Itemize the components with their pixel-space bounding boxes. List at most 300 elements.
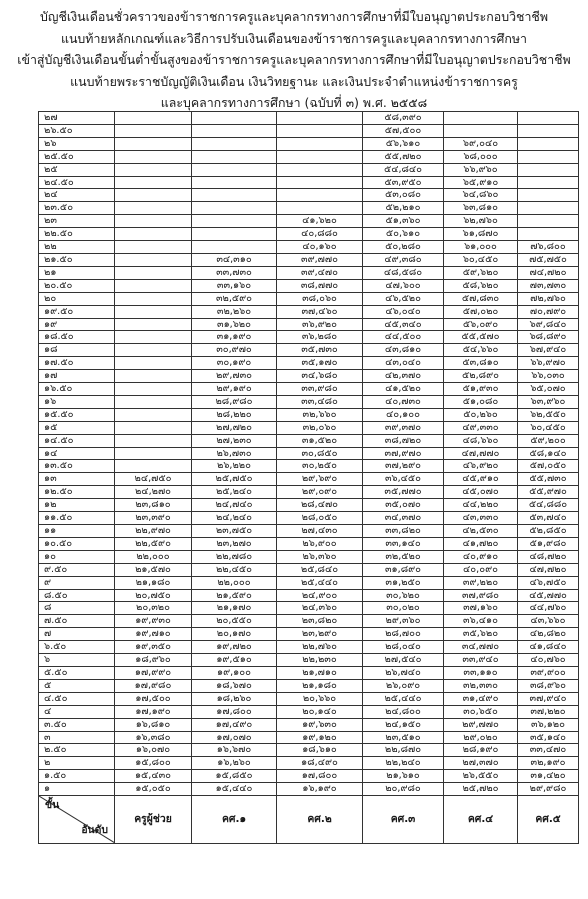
salary-cell: ๖๗,๙๔๐	[518, 344, 579, 357]
salary-cell: ๒๔,๒๔๐	[192, 512, 277, 525]
salary-cell: ๔๐,๑๖๐	[277, 241, 363, 254]
salary-cell: ๕๑,๙๓๐	[444, 383, 518, 396]
step-cell: ๑๖.๕๐	[39, 383, 115, 396]
salary-cell: ๑๘,๔๙๐	[277, 757, 363, 770]
salary-cell: ๓๕,๖๒๐	[444, 628, 518, 641]
table-row	[39, 770, 579, 783]
salary-cell	[115, 215, 192, 228]
salary-cell: ๓๑,๑๙๐	[192, 331, 277, 344]
salary-cell: ๑๗,๙๘๐	[115, 679, 192, 692]
salary-cell: ๖๕,๙๑๐	[444, 176, 518, 189]
salary-cell	[115, 318, 192, 331]
salary-cell	[192, 215, 277, 228]
salary-cell: ๔๓,๐๔๐	[363, 357, 444, 370]
table-row	[39, 279, 579, 292]
table-row	[39, 589, 579, 602]
salary-cell	[115, 292, 192, 305]
salary-cell: ๒๙,๐๒๐	[444, 731, 518, 744]
salary-cell: ๓๓,๙๘๐	[277, 383, 363, 396]
salary-cell	[518, 112, 579, 125]
table-row	[39, 525, 579, 538]
salary-cell: ๔๑,๕๒๐	[363, 383, 444, 396]
step-cell: ๑๓.๕๐	[39, 460, 115, 473]
table-row	[39, 370, 579, 383]
salary-cell: ๒๘,๑๙๐	[444, 744, 518, 757]
table-row	[39, 253, 579, 266]
salary-cell: ๕๒,๘๙๐	[444, 370, 518, 383]
salary-cell: ๓๑,๘๙๐	[363, 563, 444, 576]
table-row	[39, 176, 579, 189]
table-row	[39, 318, 579, 331]
salary-cell: ๕๑,๓๖๐	[363, 215, 444, 228]
salary-cell: ๓๓,๑๑๐	[444, 666, 518, 679]
salary-cell	[518, 215, 579, 228]
step-cell: ๒๕	[39, 163, 115, 176]
salary-cell: ๒๔,๗๕๐	[115, 473, 192, 486]
salary-cell	[518, 176, 579, 189]
salary-cell: ๔๗,๖๐๐	[363, 279, 444, 292]
table-row	[39, 499, 579, 512]
column-header-assistant-teacher: ครูผู้ช่วย	[115, 796, 192, 844]
salary-cell	[115, 408, 192, 421]
salary-cell	[115, 137, 192, 150]
salary-cell: ๒๙,๐๙๐	[277, 486, 363, 499]
salary-cell: ๔๕,๗๗๐	[518, 589, 579, 602]
salary-table-container	[38, 111, 578, 844]
step-cell: ๑๔	[39, 447, 115, 460]
salary-cell: ๒๐,๑๗๐	[192, 628, 277, 641]
salary-cell: ๔๕,๙๑๐	[444, 473, 518, 486]
step-cell: ๒๖.๕๐	[39, 124, 115, 137]
salary-cell: ๒๑,๕๙๐	[192, 589, 277, 602]
salary-cell	[115, 124, 192, 137]
salary-cell: ๑๕,๐๕๐	[115, 783, 192, 796]
step-cell: ๖	[39, 654, 115, 667]
salary-cell: ๒๙,๓๖๐	[363, 615, 444, 628]
salary-cell	[115, 241, 192, 254]
salary-cell: ๕๗,๕๐๐	[363, 124, 444, 137]
salary-cell: ๒๗,๒๓๐	[192, 434, 277, 447]
salary-cell	[115, 357, 192, 370]
salary-cell: ๓๗,๒๙๐	[363, 460, 444, 473]
salary-cell: ๔๐,๐๙๐	[444, 563, 518, 576]
salary-cell: ๓๐,๐๒๐	[363, 602, 444, 615]
table-row	[39, 654, 579, 667]
salary-cell: ๑๗,๙๙๐	[115, 666, 192, 679]
salary-cell	[192, 112, 277, 125]
salary-cell: ๒๕,๗๕๐	[192, 473, 277, 486]
salary-cell: ๒๔,๓๖๐	[277, 602, 363, 615]
salary-cell: ๓๒,๑๙๐	[518, 757, 579, 770]
salary-cell: ๑๕,๔๔๐	[192, 783, 277, 796]
salary-cell: ๓๕,๐๗๐	[363, 499, 444, 512]
salary-cell: ๔๑,๗๒๐	[444, 537, 518, 550]
step-cell: ๖.๕๐	[39, 641, 115, 654]
salary-cell: ๒๘,๒๒๐	[192, 408, 277, 421]
salary-cell: ๓๔,๗๗๐	[444, 641, 518, 654]
salary-cell: ๓๓,๑๔๐	[363, 537, 444, 550]
salary-cell	[115, 253, 192, 266]
salary-cell	[115, 228, 192, 241]
table-footer-row	[39, 796, 579, 844]
salary-cell	[115, 176, 192, 189]
salary-cell	[192, 137, 277, 150]
salary-cell: ๓๓,๔๘๐	[277, 395, 363, 408]
salary-cell: ๓๗,๙๔๐	[518, 692, 579, 705]
salary-cell: ๓๕,๑๔๐	[518, 731, 579, 744]
salary-cell: ๑๘,๙๖๐	[115, 654, 192, 667]
salary-cell: ๓๖,๒๘๐	[277, 331, 363, 344]
salary-cell: ๒๔,๙๐๐	[277, 589, 363, 602]
step-cell: ๒๖	[39, 137, 115, 150]
table-row	[39, 383, 579, 396]
salary-cell: ๓๐,๖๕๐	[444, 705, 518, 718]
salary-cell: ๔๗,๗๒๐	[518, 563, 579, 576]
salary-cell: ๖๖,๐๓๐	[518, 370, 579, 383]
salary-cell: ๔๔,๗๖๐	[518, 602, 579, 615]
salary-cell: ๒๓,๓๙๐	[115, 512, 192, 525]
salary-cell	[444, 124, 518, 137]
table-row	[39, 679, 579, 692]
table-row	[39, 731, 579, 744]
salary-cell	[277, 150, 363, 163]
salary-cell: ๓๙,๓๗๐	[363, 421, 444, 434]
step-cell: ๑๒	[39, 499, 115, 512]
salary-cell: ๖๓,๙๖๐	[518, 395, 579, 408]
salary-cell: ๕๓,๘๑๐	[444, 357, 518, 370]
salary-cell: ๔๙,๓๘๐	[363, 253, 444, 266]
salary-cell: ๓๕,๗๗๐	[363, 486, 444, 499]
salary-cell: ๕๔,๖๖๐	[444, 344, 518, 357]
salary-table-body	[39, 112, 579, 796]
table-row	[39, 692, 579, 705]
salary-cell: ๓๖,๔๑๐	[444, 615, 518, 628]
salary-cell: ๕๖,๖๑๐	[363, 137, 444, 150]
salary-cell: ๓๗,๒๒๐	[518, 705, 579, 718]
step-cell: ๕.๕๐	[39, 666, 115, 679]
salary-cell: ๒๔,๗๔๐	[192, 499, 277, 512]
salary-cell: ๑๖,๑๙๐	[277, 783, 363, 796]
salary-cell: ๖๕,๐๗๐	[518, 383, 579, 396]
table-row	[39, 666, 579, 679]
salary-cell: ๒๐,๕๕๐	[192, 615, 277, 628]
salary-cell: ๑๖,๓๘๐	[115, 731, 192, 744]
header-line-2: แนบท้ายหลักเกณฑ์และวิธีการปรับเงินเดือนของข้าราชการครูและบุคลากรทางการศึกษา	[60, 30, 528, 46]
table-row	[39, 163, 579, 176]
salary-cell	[115, 163, 192, 176]
salary-cell: ๔๑,๘๔๐	[518, 641, 579, 654]
salary-cell: ๔๘,๖๖๐	[444, 434, 518, 447]
salary-cell: ๒๐,๓๒๐	[115, 602, 192, 615]
salary-cell: ๗๐,๗๙๐	[518, 305, 579, 318]
step-cell: ๒๒	[39, 241, 115, 254]
step-cell: ๑๕	[39, 421, 115, 434]
table-row	[39, 550, 579, 563]
salary-cell: ๒๘,๐๔๐	[363, 641, 444, 654]
salary-cell: ๓๙,๔๗๐	[277, 266, 363, 279]
salary-cell: ๑๗,๐๗๐	[192, 731, 277, 744]
salary-cell: ๕๗,๐๒๐	[444, 305, 518, 318]
salary-cell: ๔๐,๙๑๐	[444, 550, 518, 563]
salary-cell	[192, 202, 277, 215]
salary-cell: ๒๐,๙๘๐	[363, 783, 444, 796]
salary-cell: ๒๙,๖๙๐	[277, 473, 363, 486]
salary-cell: ๑๙,๖๓๐	[277, 718, 363, 731]
salary-cell: ๕๔,๘๔๐	[363, 163, 444, 176]
salary-cell: ๔๘,๗๒๐	[518, 550, 579, 563]
salary-cell: ๑๕,๔๓๐	[115, 770, 192, 783]
step-cell: ๙.๕๐	[39, 563, 115, 576]
salary-cell: ๖๙,๘๔๐	[518, 318, 579, 331]
salary-cell: ๔๗,๗๗๐	[444, 447, 518, 460]
salary-cell: ๑๙,๕๑๐	[192, 654, 277, 667]
salary-cell: ๓๒,๕๒๐	[363, 550, 444, 563]
salary-cell: ๖๒,๕๕๐	[518, 408, 579, 421]
salary-cell	[115, 331, 192, 344]
table-row	[39, 408, 579, 421]
salary-cell: ๒๒,๐๐๐	[192, 576, 277, 589]
header-line-1: บัญชีเงินเดือนชั่วคราวของข้าราชการครูและบุคลากรทางการศึกษาที่มีใบอนุญาตประกอบวิชาชีพ	[40, 9, 548, 24]
salary-cell: ๒๙,๙๘๐	[518, 783, 579, 796]
salary-cell: ๕๙,๖๒๐	[444, 266, 518, 279]
table-row	[39, 395, 579, 408]
corner-cell	[39, 796, 115, 844]
step-cell: ๗	[39, 628, 115, 641]
header-line-4: แนบท้ายพระราชบัญญัติเงินเดือน เงินวิทยฐานะ และเงินประจำตำแหน่งข้าราชการครู	[70, 73, 518, 89]
header-line-3: เข้าสู่บัญชีเงินเดือนขั้นต่ำขั้นสูงของข้าราชการครูและบุคลากรทางการศึกษาที่มีใบอนุญาตประกอบวิชาชีพ	[17, 52, 571, 68]
salary-cell: ๕๓,๙๕๐	[363, 176, 444, 189]
salary-cell	[115, 421, 192, 434]
table-row	[39, 137, 579, 150]
salary-cell: ๕๖,๐๙๐	[444, 318, 518, 331]
salary-cell: ๓๙,๙๐๐	[518, 666, 579, 679]
salary-cell: ๓๔,๖๘๐	[277, 370, 363, 383]
salary-cell: ๓๓,๔๗๐	[518, 744, 579, 757]
salary-cell: ๒๖,๓๖๐	[277, 550, 363, 563]
salary-cell	[192, 150, 277, 163]
salary-cell: ๒๗,๓๗๐	[444, 757, 518, 770]
salary-cell: ๖๖,๙๗๐	[518, 357, 579, 370]
salary-cell: ๒๗,๕๔๐	[363, 654, 444, 667]
salary-cell	[115, 395, 192, 408]
salary-cell: ๒๒,๔๕๐	[192, 563, 277, 576]
salary-cell: ๑๙,๗๒๐	[192, 641, 277, 654]
salary-cell: ๔๒,๘๒๐	[518, 628, 579, 641]
salary-cell: ๒๖,๙๐๐	[277, 537, 363, 550]
salary-cell: ๕๕,๗๓๐	[518, 473, 579, 486]
salary-cell: ๒๐,๑๔๐	[277, 705, 363, 718]
table-row	[39, 344, 579, 357]
table-row	[39, 563, 579, 576]
salary-cell: ๖๑,๐๐๐	[444, 241, 518, 254]
salary-cell	[115, 447, 192, 460]
salary-cell: ๒๔,๘๐๐	[363, 705, 444, 718]
salary-cell: ๓๐,๒๕๐	[277, 460, 363, 473]
salary-cell: ๒๓,๕๑๐	[363, 731, 444, 744]
salary-cell: ๒๕,๔๔๐	[363, 692, 444, 705]
salary-cell: ๖๙,๐๔๐	[444, 137, 518, 150]
salary-cell: ๕๒,๘๕๐	[518, 525, 579, 538]
salary-cell: ๒๑,๑๘๐	[277, 679, 363, 692]
table-row	[39, 331, 579, 344]
salary-cell: ๑๙,๑๐๐	[192, 666, 277, 679]
salary-cell: ๑๖,๒๖๐	[192, 757, 277, 770]
salary-cell: ๑๘,๖๑๐	[277, 744, 363, 757]
salary-cell: ๒๓,๘๑๐	[115, 499, 192, 512]
salary-cell: ๔๘,๕๘๐	[363, 266, 444, 279]
table-row	[39, 202, 579, 215]
salary-cell: ๑๙,๙๓๐	[115, 615, 192, 628]
step-cell: ๑๓	[39, 473, 115, 486]
column-header-ks4: คศ.๔	[444, 796, 518, 844]
salary-cell: ๑๘,๖๗๐	[192, 679, 277, 692]
salary-cell: ๑๕,๘๐๐	[115, 757, 192, 770]
salary-cell: ๑๖,๖๗๐	[192, 744, 277, 757]
salary-cell: ๔๖,๗๕๐	[518, 576, 579, 589]
salary-cell: ๒๖,๕๕๐	[444, 770, 518, 783]
salary-cell: ๓๓,๙๔๐	[444, 654, 518, 667]
table-row	[39, 744, 579, 757]
salary-cell: ๓๗,๔๖๐	[277, 305, 363, 318]
salary-cell: ๒๒,๗๘๐	[192, 550, 277, 563]
step-cell: ๒๓.๕๐	[39, 202, 115, 215]
salary-cell: ๒๙,๗๗๐	[444, 718, 518, 731]
salary-cell	[115, 279, 192, 292]
salary-cell	[115, 266, 192, 279]
salary-cell: ๓๖,๑๒๐	[518, 718, 579, 731]
salary-cell	[518, 137, 579, 150]
table-row	[39, 434, 579, 447]
salary-cell: ๕๙,๒๐๐	[518, 434, 579, 447]
salary-cell	[277, 163, 363, 176]
salary-cell: ๖๘,๘๙๐	[518, 331, 579, 344]
salary-cell: ๔๕,๐๗๐	[444, 486, 518, 499]
table-row	[39, 718, 579, 731]
step-cell: ๔	[39, 705, 115, 718]
salary-cell: ๕๗,๐๕๐	[518, 460, 579, 473]
salary-cell: ๓๖,๔๕๐	[363, 473, 444, 486]
salary-cell: ๒๘,๐๕๐	[277, 512, 363, 525]
salary-cell: ๓๐,๙๗๐	[192, 344, 277, 357]
salary-cell: ๒๖,๐๙๐	[363, 679, 444, 692]
table-row	[39, 602, 579, 615]
salary-cell: ๓๑,๔๒๐	[518, 770, 579, 783]
salary-cell: ๕๑,๙๘๐	[518, 537, 579, 550]
salary-cell	[192, 189, 277, 202]
salary-cell	[277, 176, 363, 189]
salary-cell: ๔๔,๒๒๐	[444, 499, 518, 512]
salary-cell	[518, 163, 579, 176]
table-row	[39, 641, 579, 654]
salary-cell	[115, 383, 192, 396]
salary-cell: ๓๓,๑๖๐	[192, 279, 277, 292]
salary-cell: ๓๔,๓๗๐	[363, 512, 444, 525]
salary-cell: ๔๐,๘๘๐	[277, 228, 363, 241]
salary-cell: ๒๐,๗๕๐	[115, 589, 192, 602]
salary-cell	[115, 150, 192, 163]
salary-cell: ๑๙,๓๕๐	[115, 641, 192, 654]
salary-cell: ๕๒,๒๑๐	[363, 202, 444, 215]
salary-cell: ๕๗,๘๓๐	[444, 292, 518, 305]
salary-cell: ๒๓,๘๒๐	[277, 615, 363, 628]
table-row	[39, 421, 579, 434]
salary-cell: ๒๕,๗๒๐	[444, 783, 518, 796]
salary-cell: ๔๔,๕๐๐	[363, 331, 444, 344]
corner-label-rank: อันดับ	[81, 824, 108, 837]
table-row	[39, 124, 579, 137]
salary-cell: ๑๙,๑๒๐	[277, 731, 363, 744]
salary-cell: ๔๒,๓๗๐	[363, 370, 444, 383]
step-cell: ๓	[39, 731, 115, 744]
step-cell: ๒๑	[39, 266, 115, 279]
salary-cell: ๔๐,๑๐๐	[363, 408, 444, 421]
salary-cell: ๓๐,๖๒๐	[363, 589, 444, 602]
salary-cell: ๒๒,๕๙๐	[115, 537, 192, 550]
corner-label-step: ขั้น	[45, 799, 60, 812]
table-row	[39, 576, 579, 589]
salary-cell: ๑๗,๕๐๐	[115, 692, 192, 705]
salary-cell	[277, 202, 363, 215]
salary-cell: ๒๕,๔๔๐	[277, 576, 363, 589]
salary-cell: ๖๑,๘๗๐	[444, 228, 518, 241]
salary-cell: ๒๒,๒๓๐	[277, 654, 363, 667]
salary-cell: ๒๖,๗๓๐	[192, 447, 277, 460]
salary-cell: ๒๑,๗๑๐	[277, 666, 363, 679]
table-row	[39, 241, 579, 254]
salary-cell: ๒๑,๑๘๐	[115, 576, 192, 589]
salary-cell: ๑๗,๘๐๐	[277, 770, 363, 783]
salary-cell: ๒๒,๒๔๐	[363, 757, 444, 770]
step-cell: ๒๗	[39, 112, 115, 125]
salary-cell: ๒๒,๗๖๐	[277, 641, 363, 654]
salary-cell: ๕๐,๒๘๐	[363, 241, 444, 254]
step-cell: ๘	[39, 602, 115, 615]
salary-cell: ๓๗,๙๗๐	[363, 447, 444, 460]
salary-cell: ๓๓,๗๓๐	[192, 266, 277, 279]
salary-cell: ๔๑,๖๒๐	[277, 215, 363, 228]
step-cell: ๑๗	[39, 370, 115, 383]
table-row	[39, 305, 579, 318]
salary-cell	[518, 150, 579, 163]
salary-cell: ๕๓,๗๔๐	[518, 512, 579, 525]
salary-cell: ๓๒,๕๙๐	[192, 292, 277, 305]
salary-cell: ๒๙,๑๙๐	[192, 383, 277, 396]
table-row	[39, 357, 579, 370]
salary-cell	[115, 370, 192, 383]
step-cell: ๓.๕๐	[39, 718, 115, 731]
step-cell: ๔.๕๐	[39, 692, 115, 705]
step-cell: ๘.๕๐	[39, 589, 115, 602]
table-row	[39, 473, 579, 486]
step-cell: ๒๐	[39, 292, 115, 305]
salary-cell: ๓๕,๑๗๐	[277, 357, 363, 370]
salary-cell	[115, 344, 192, 357]
salary-cell: ๒๔,๑๕๐	[363, 718, 444, 731]
document-header	[0, 6, 588, 114]
salary-cell: ๔๖,๐๔๐	[363, 305, 444, 318]
table-row	[39, 628, 579, 641]
column-header-ks5: คศ.๕	[518, 796, 579, 844]
salary-cell: ๒๒,๐๐๐	[115, 550, 192, 563]
salary-cell: ๖๒,๗๖๐	[444, 215, 518, 228]
table-row	[39, 150, 579, 163]
salary-cell	[277, 124, 363, 137]
table-row	[39, 705, 579, 718]
salary-cell: ๓๗,๑๖๐	[444, 602, 518, 615]
salary-cell: ๓๙,๒๒๐	[444, 576, 518, 589]
step-cell: ๒๔	[39, 189, 115, 202]
salary-cell: ๗๓,๗๓๐	[518, 279, 579, 292]
